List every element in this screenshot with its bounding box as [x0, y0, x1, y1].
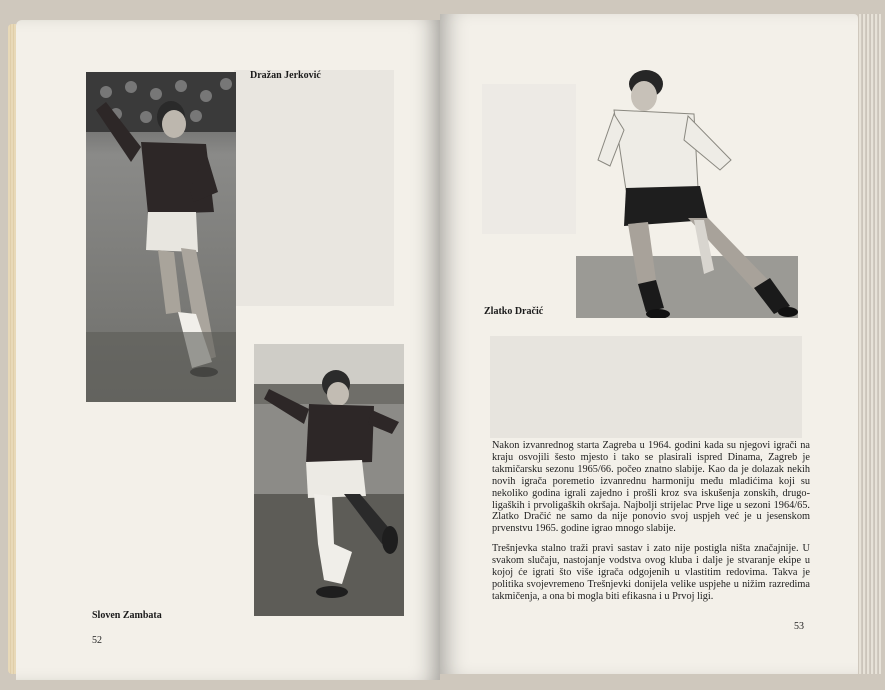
caption-sloven-zambata: Sloven Zambata	[92, 610, 162, 621]
photo-player-jerkovic	[86, 72, 236, 402]
page-number-left: 52	[92, 635, 102, 646]
paragraph-1: Nakon izvanrednog starta Zagreba u 1964. godini kada su njegovi igrači na kraju osvojili šesto mjesto i tako se plasirali ispred Dinama, Zagreb je takmičarsku sezonu 1965/66. počeo znatno slabije. Kao da je dolazak nekih novih igrača poremetio izvanrednu harmoniju među mladićima koji su nekoliko godina igrali zajedno i prošli kroz sva iskušenja zonskih, drugoligaških i prvoligaških okršaja. Najbolji strijelac Prve lige u sezoni 1964/65. Zlatko Dračić ne samo da nije ponovio svoj uspjeh već je u jesenskom prvenstvu 1965. godine igrao mnogo slabije.	[492, 440, 810, 535]
article-text	[492, 440, 810, 611]
right-page-edge	[859, 14, 881, 674]
photo-player-dracic	[576, 70, 798, 318]
bleed-through-area	[490, 336, 802, 438]
caption-dražan-jerkovic: Dražan Jerković	[250, 70, 321, 81]
paragraph-2: Trešnjevka stalno traži pravi sastav i zato nije postigla ništa značajnije. U svakom slučaju, nastojanje vodstva ovog kluba i dalje je stvaranje ekipe u kojoj će igrati što više igrača odgojenih u vlastitim redovima. Takva je politika svojevremeno Trešnjevki donijela velike uspjehe u nižim razredima takmičenja, a ona bi mogla biti efikasna i u Prvoj ligi.	[492, 543, 810, 602]
left-page	[16, 20, 440, 680]
photo-player-zambata	[254, 344, 404, 616]
player-photo-image	[254, 344, 404, 616]
right-page	[440, 14, 858, 674]
player-photo-image	[576, 70, 798, 318]
bleed-through-area	[234, 70, 394, 306]
page-number-right: 53	[794, 621, 804, 632]
caption-zlatko-dracic: Zlatko Dračić	[484, 306, 544, 317]
player-photo-image	[86, 72, 236, 402]
